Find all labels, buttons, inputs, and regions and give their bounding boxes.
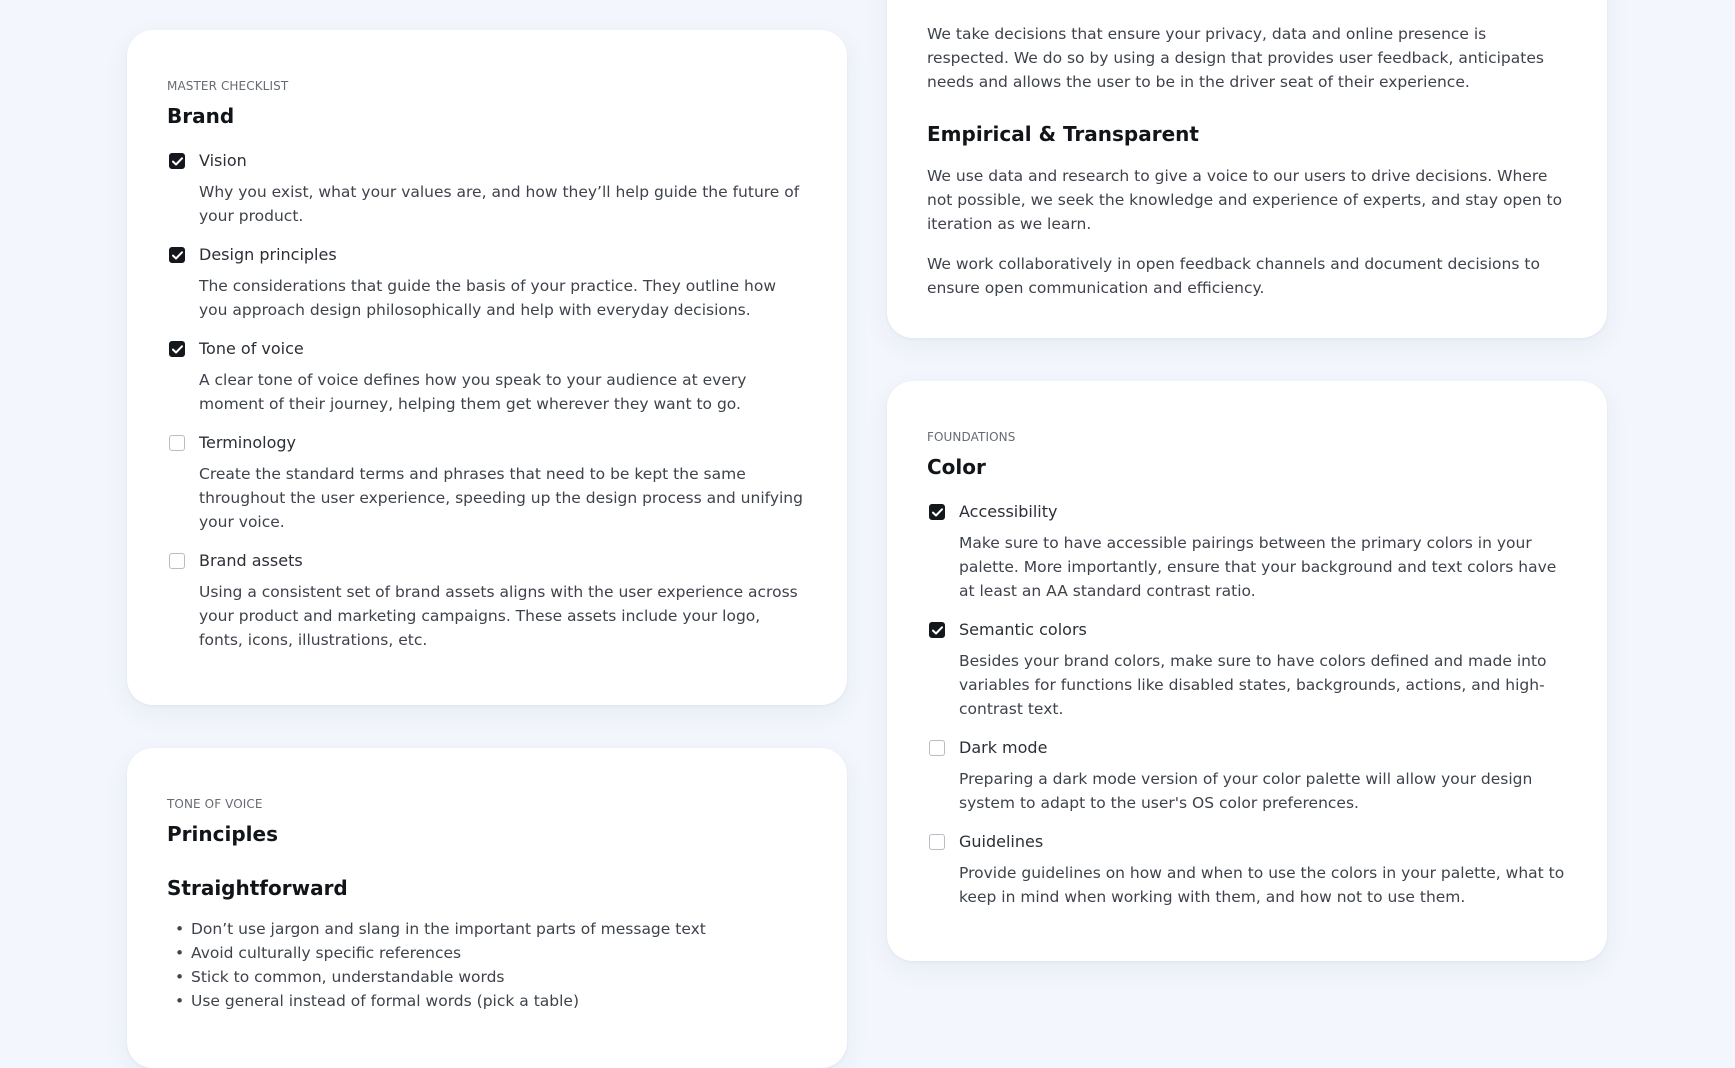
semantic-colors-checkbox[interactable]: [929, 622, 945, 638]
accessibility-label: Accessibility: [959, 502, 1058, 521]
tone-of-voice-description: A clear tone of voice defines how you speak to your audience at every moment of their journey, helping them get wherever they want to go.: [199, 371, 747, 413]
dark-mode-description: Preparing a dark mode version of your color palette will allow your design system to adapt to the user's OS color preferences.: [959, 770, 1533, 812]
empirical-paragraph-1: We use data and research to give a voice to our users to drive decisions. Where not possible, we seek the knowledge and experience of experts, and stay open to iteration as we learn.: [927, 167, 1563, 233]
color-checklist-card: [887, 381, 1607, 961]
design-principles-description: The considerations that guide the basis of your practice. They outline how you approach design philosophically and help with everyday decisions.: [199, 277, 777, 319]
principles-eyebrow: TONE OF VOICE: [167, 797, 263, 811]
terminology-description: Create the standard terms and phrases that need to be kept the same throughout the user experience, speeding up the design process and unifying your voice.: [199, 465, 803, 531]
vision-checkbox[interactable]: [169, 153, 185, 169]
semantic-colors-description: Besides your brand colors, make sure to have colors defined and made into variables for functions like disabled states, backgrounds, actions, and high-contrast text.: [959, 652, 1547, 718]
check-icon: [932, 626, 943, 635]
check-icon: [172, 345, 183, 354]
checklist-item-tone-of-voice: [167, 338, 807, 416]
guidelines-label: Guidelines: [959, 832, 1044, 851]
empirical-paragraph-2: We work collaboratively in open feedback channels and document decisions to ensure open communication and efficiency.: [927, 255, 1540, 297]
bullet-item: • Don’t use jargon and slang in the important parts of message text: [167, 917, 807, 941]
tone-of-voice-label: Tone of voice: [199, 339, 304, 358]
accessibility-description: Make sure to have accessible pairings between the primary colors in your palette. More importantly, ensure that your background and text colors have at least an AA standard contrast ratio.: [959, 534, 1557, 600]
tone-of-voice-checkbox[interactable]: [169, 341, 185, 357]
semantic-colors-label: Semantic colors: [959, 620, 1087, 639]
bullet-item: • Avoid culturally specific references: [167, 941, 807, 965]
check-icon: [932, 508, 943, 517]
principles-title: Principles: [167, 822, 278, 846]
checklist-item-accessibility: [927, 501, 1567, 603]
check-icon: [172, 157, 183, 166]
checklist-item-semantic-colors: [927, 619, 1567, 721]
bullet-item: • Use general instead of formal words (pick a table): [167, 989, 807, 1013]
design-principles-checkbox[interactable]: [169, 247, 185, 263]
checklist-item-dark-mode: [927, 737, 1567, 815]
checklist-item-design-principles: [167, 244, 807, 322]
checklist-item-guidelines: [927, 831, 1567, 909]
straightforward-heading: Straightforward: [167, 876, 348, 900]
values-intro-paragraph: We take decisions that ensure your privacy, data and online presence is respected. We do so by using a design that provides user feedback, anticipates needs and allows the user to be in the driver seat of their experience.: [927, 25, 1544, 91]
terminology-label: Terminology: [199, 433, 297, 452]
design-principles-label: Design principles: [199, 245, 337, 264]
dark-mode-checkbox[interactable]: [929, 740, 945, 756]
vision-label: Vision: [199, 151, 247, 170]
guidelines-checkbox[interactable]: [929, 834, 945, 850]
brand-eyebrow: MASTER CHECKLIST: [167, 79, 289, 93]
check-icon: [172, 251, 183, 260]
vision-description: Why you exist, what your values are, and how they’ll help guide the future of your product.: [199, 183, 800, 225]
brand-title: Brand: [167, 104, 235, 128]
principles-bullet-list: [167, 917, 807, 1013]
brand-checklist: [167, 150, 807, 652]
guidelines-description: Provide guidelines on how and when to use the colors in your palette, what to keep in mind when working with them, and how not to use them.: [959, 864, 1565, 906]
values-card: [887, 0, 1607, 338]
empirical-transparent-heading: Empirical & Transparent: [927, 122, 1199, 146]
brand-checklist-card: [127, 30, 847, 705]
accessibility-checkbox[interactable]: [929, 504, 945, 520]
brand-assets-description: Using a consistent set of brand assets aligns with the user experience across your product and marketing campaigns. These assets include your logo, fonts, icons, illustrations, etc.: [199, 583, 798, 649]
bullet-item: • Stick to common, understandable words: [167, 965, 807, 989]
brand-assets-label: Brand assets: [199, 551, 303, 570]
checklist-item-vision: [167, 150, 807, 228]
checklist-item-brand-assets: [167, 550, 807, 652]
principles-card: [127, 748, 847, 1068]
color-title: Color: [927, 455, 986, 479]
dark-mode-label: Dark mode: [959, 738, 1048, 757]
color-eyebrow: FOUNDATIONS: [927, 430, 1016, 444]
checklist-item-terminology: [167, 432, 807, 534]
brand-assets-checkbox[interactable]: [169, 553, 185, 569]
color-checklist: [927, 501, 1567, 909]
terminology-checkbox[interactable]: [169, 435, 185, 451]
